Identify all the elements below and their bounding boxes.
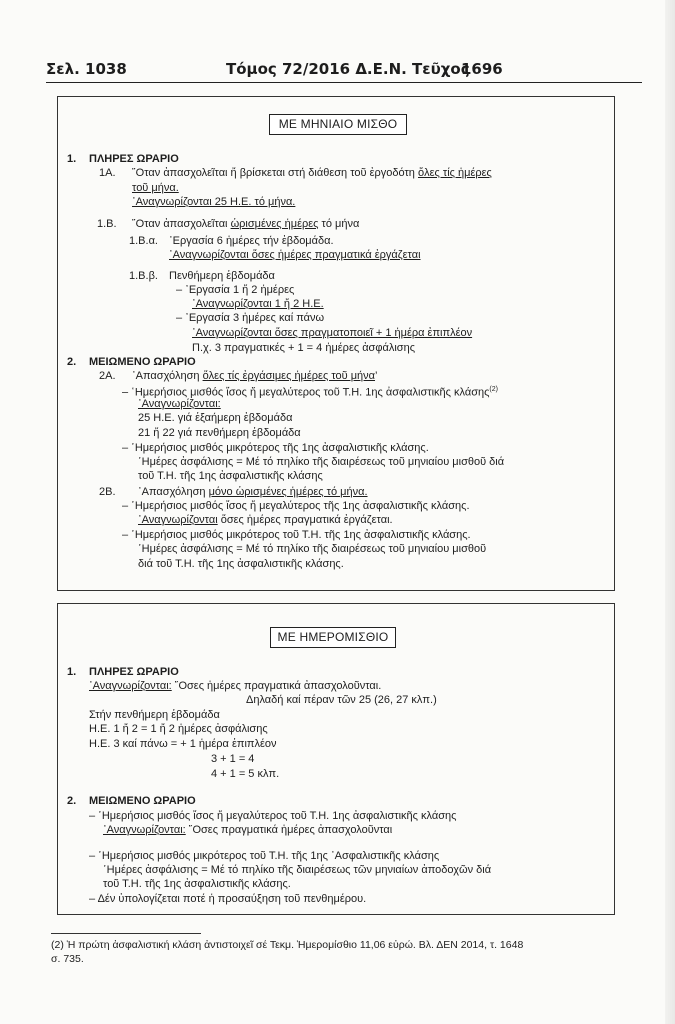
text-line: ᾿Αναγνωρίζονται ὅσες πραγματοποιεῖ + 1 ἡμέρα ἐπιπλέον xyxy=(192,327,473,339)
text-line: – ῾Ημερήσιος μισθός ἴσος ἤ μεγαλύτερος τοῦ Τ.Η. 1ης ἀσφαλιστικῆς κλάσης$^{(2)}$ xyxy=(122,386,498,399)
text-line: Πενθήμερη ἑβδομάδα xyxy=(169,270,275,282)
item-number: 1.Β.β. xyxy=(129,270,158,282)
text-line: ᾿Εργασία 6 ἡμέρες τήν ἑβδομάδα. xyxy=(169,235,334,247)
text-line: τοῦ Τ.Η. τῆς 1ης ἀσφαλιστικῆς κλάσης. xyxy=(103,878,291,890)
text-line: – ᾿Εργασία 1 ἤ 2 ἡμέρες xyxy=(176,284,295,296)
text-line: 21 ἤ 22 γιά πενθήμερη ἑβδομάδα xyxy=(138,427,301,439)
section-number: 2. xyxy=(67,795,77,807)
header-rule xyxy=(46,82,642,83)
section-number: 1. xyxy=(67,153,77,165)
text-line: ᾿Αναγνωρίζονται: ῞Οσες πραγματικά ἡμέρες ἀπασχολοῦνται xyxy=(103,824,393,836)
text-line: τοῦ μήνα. xyxy=(132,182,179,194)
text-line: Δηλαδή καί πέραν τῶν 25 (26, 27 κλπ.) xyxy=(246,694,437,706)
text-line: ᾿Απασχόληση ὅλες τίς ἐργάσιμες ἡμέρες τοῦ μήνα’ xyxy=(132,370,378,382)
section-heading: ΜΕΙΩΜΕΝΟ ΩΡΑΡΙΟ xyxy=(89,795,196,807)
text-line: – ᾿Εργασία 3 ἡμέρες καί πάνω xyxy=(176,312,325,324)
daily-wage-box xyxy=(57,603,615,915)
text-line: Η.Ε. 1 ἤ 2 = 1 ἤ 2 ἡμέρες ἀσφάλισης xyxy=(89,723,268,735)
text-line: – Δέν ὑπολογίζεται ποτέ ἡ προσαύξηση τοῦ πενθημέρου. xyxy=(89,893,367,905)
text-line: ῞Οταν ἀπασχολεῖται ὡρισμένες ἡμέρες τό μήνα xyxy=(132,218,360,230)
item-number: 1.Β.α. xyxy=(129,235,158,247)
section-number: 1. xyxy=(67,666,77,678)
section-number: 2. xyxy=(67,356,77,368)
item-number: 2Β. xyxy=(99,486,116,498)
text-line: ῾Ημέρες ἀσφάλισης = Μέ τό πηλίκο τῆς διαιρέσεως τοῦ μηνιαίου μισθοῦ διά xyxy=(138,456,505,468)
text-line: ῾Ημέρες ἀσφάλισης = Μέ τό πηλίκο τῆς διαιρέσεως τοῦ μηνιαίου μισθοῦ xyxy=(138,543,487,555)
issue-number: 1696 xyxy=(461,60,503,78)
box-title: ΜΕ ΜΗΝΙΑΙΟ ΜΙΣΘΟ xyxy=(269,114,407,135)
section-heading: ΠΛΗΡΕΣ ΩΡΑΡΙΟ xyxy=(89,666,179,678)
item-number: 1Α. xyxy=(99,167,116,179)
text-line: 25 Η.Ε. γιά ἑξαήμερη ἑβδομάδα xyxy=(138,412,293,424)
text-line: Η.Ε. 3 καί πάνω = + 1 ἡμέρα ἐπιπλέον xyxy=(89,738,277,750)
monthly-salary-box xyxy=(57,96,615,591)
text-line: ᾿Αναγνωρίζονται 1 ἤ 2 Η.Ε. xyxy=(192,298,324,310)
text-line: τοῦ Τ.Η. τῆς 1ης ἀσφαλιστικῆς κλάσης xyxy=(138,470,323,482)
running-header xyxy=(46,60,636,80)
text-line: – ῾Ημερήσιος μισθός μικρότερος τοῦ Τ.Η. τῆς 1ης ᾿Ασφαλιστικῆς κλάσης xyxy=(89,850,440,862)
scan-edge-shadow xyxy=(665,0,675,1024)
text-line: Π.χ. 3 πραγματικές + 1 = 4 ἡμέρες ἀσφάλισης xyxy=(192,342,415,354)
text-line: ᾿Αναγνωρίζονται: xyxy=(138,398,221,410)
box-title: ΜΕ ΗΜΕΡΟΜΙΣΘΙΟ xyxy=(270,627,396,648)
section-heading: ΠΛΗΡΕΣ ΩΡΑΡΙΟ xyxy=(89,153,179,165)
text-line: 3 + 1 = 4 xyxy=(211,753,255,765)
text-line: 4 + 1 = 5 κλπ. xyxy=(211,768,280,780)
footnote-line: (2) Ἡ πρώτη ἀσφαλιστική κλάση ἀντιστοιχεῖ σέ Τεκμ. Ἡμερομίσθιο 11,06 εὐρώ. Βλ. ΔΕΝ 2014, τ. 1648 xyxy=(51,939,524,951)
page-number: Σελ. 1038 xyxy=(46,60,127,78)
text-line: ᾿Απασχόληση μόνο ὡρισμένες ἡμέρες τό μήνα. xyxy=(138,486,368,498)
text-line: ᾿Αναγνωρίζονται: ῞Οσες ἡμέρες πραγματικά ἀπασχολοῦνται. xyxy=(89,680,382,692)
text-line: – ῾Ημερήσιος μισθός ἴσος ἤ μεγαλύτερος τῆς 1ης ἀσφαλιστικῆς κλάσης. xyxy=(122,500,470,512)
section-heading: ΜΕΙΩΜΕΝΟ ΩΡΑΡΙΟ xyxy=(89,356,196,368)
volume-label: Τόμος 72/2016 Δ.Ε.Ν. Τεῦχος xyxy=(226,60,470,78)
footnote-line: σ. 735. xyxy=(51,953,84,965)
text-line: – ῾Ημερήσιος μισθός ἴσος ἤ μεγαλύτερος τοῦ Τ.Η. 1ης ἀσφαλιστικῆς κλάσης xyxy=(89,810,457,822)
text-line: ᾿Αναγνωρίζονται ὅσες ἡμέρες πραγματικά ἐργάζεται xyxy=(169,249,421,261)
text-line: διά τοῦ Τ.Η. τῆς 1ης ἀσφαλιστικῆς κλάσης. xyxy=(138,558,344,570)
item-number: 2Α. xyxy=(99,370,116,382)
text-line: ᾿Αναγνωρίζονται 25 Η.Ε. τό μήνα. xyxy=(132,196,296,208)
text-line: Στήν πενθήμερη ἑβδομάδα xyxy=(89,709,220,721)
text-line: – ῾Ημερήσιος μισθός μικρότερος τῆς 1ης ἀσφαλιστικῆς κλάσης. xyxy=(122,442,429,454)
text-line: – ῾Ημερήσιος μισθός μικρότερος τοῦ Τ.Η. τῆς 1ης ἀσφαλιστικῆς κλάσης. xyxy=(122,529,471,541)
item-number: 1.Β. xyxy=(97,218,117,230)
text-line: ῞Οταν ἀπασχολεῖται ἤ βρίσκεται στή διάθεση τοῦ ἐργοδότη ὅλες τίς ἡμέρες xyxy=(132,167,492,179)
text-line: ᾿Αναγνωρίζονται ὅσες ἡμέρες πραγματικά ἐργάζεται. xyxy=(138,514,393,526)
text-line: ῾Ημέρες ἀσφάλισης = Μέ τό πηλίκο τῆς διαιρέσεως τῶν μηνιαίων ἀποδοχῶν διά xyxy=(103,864,492,876)
footnote-rule xyxy=(51,933,201,934)
